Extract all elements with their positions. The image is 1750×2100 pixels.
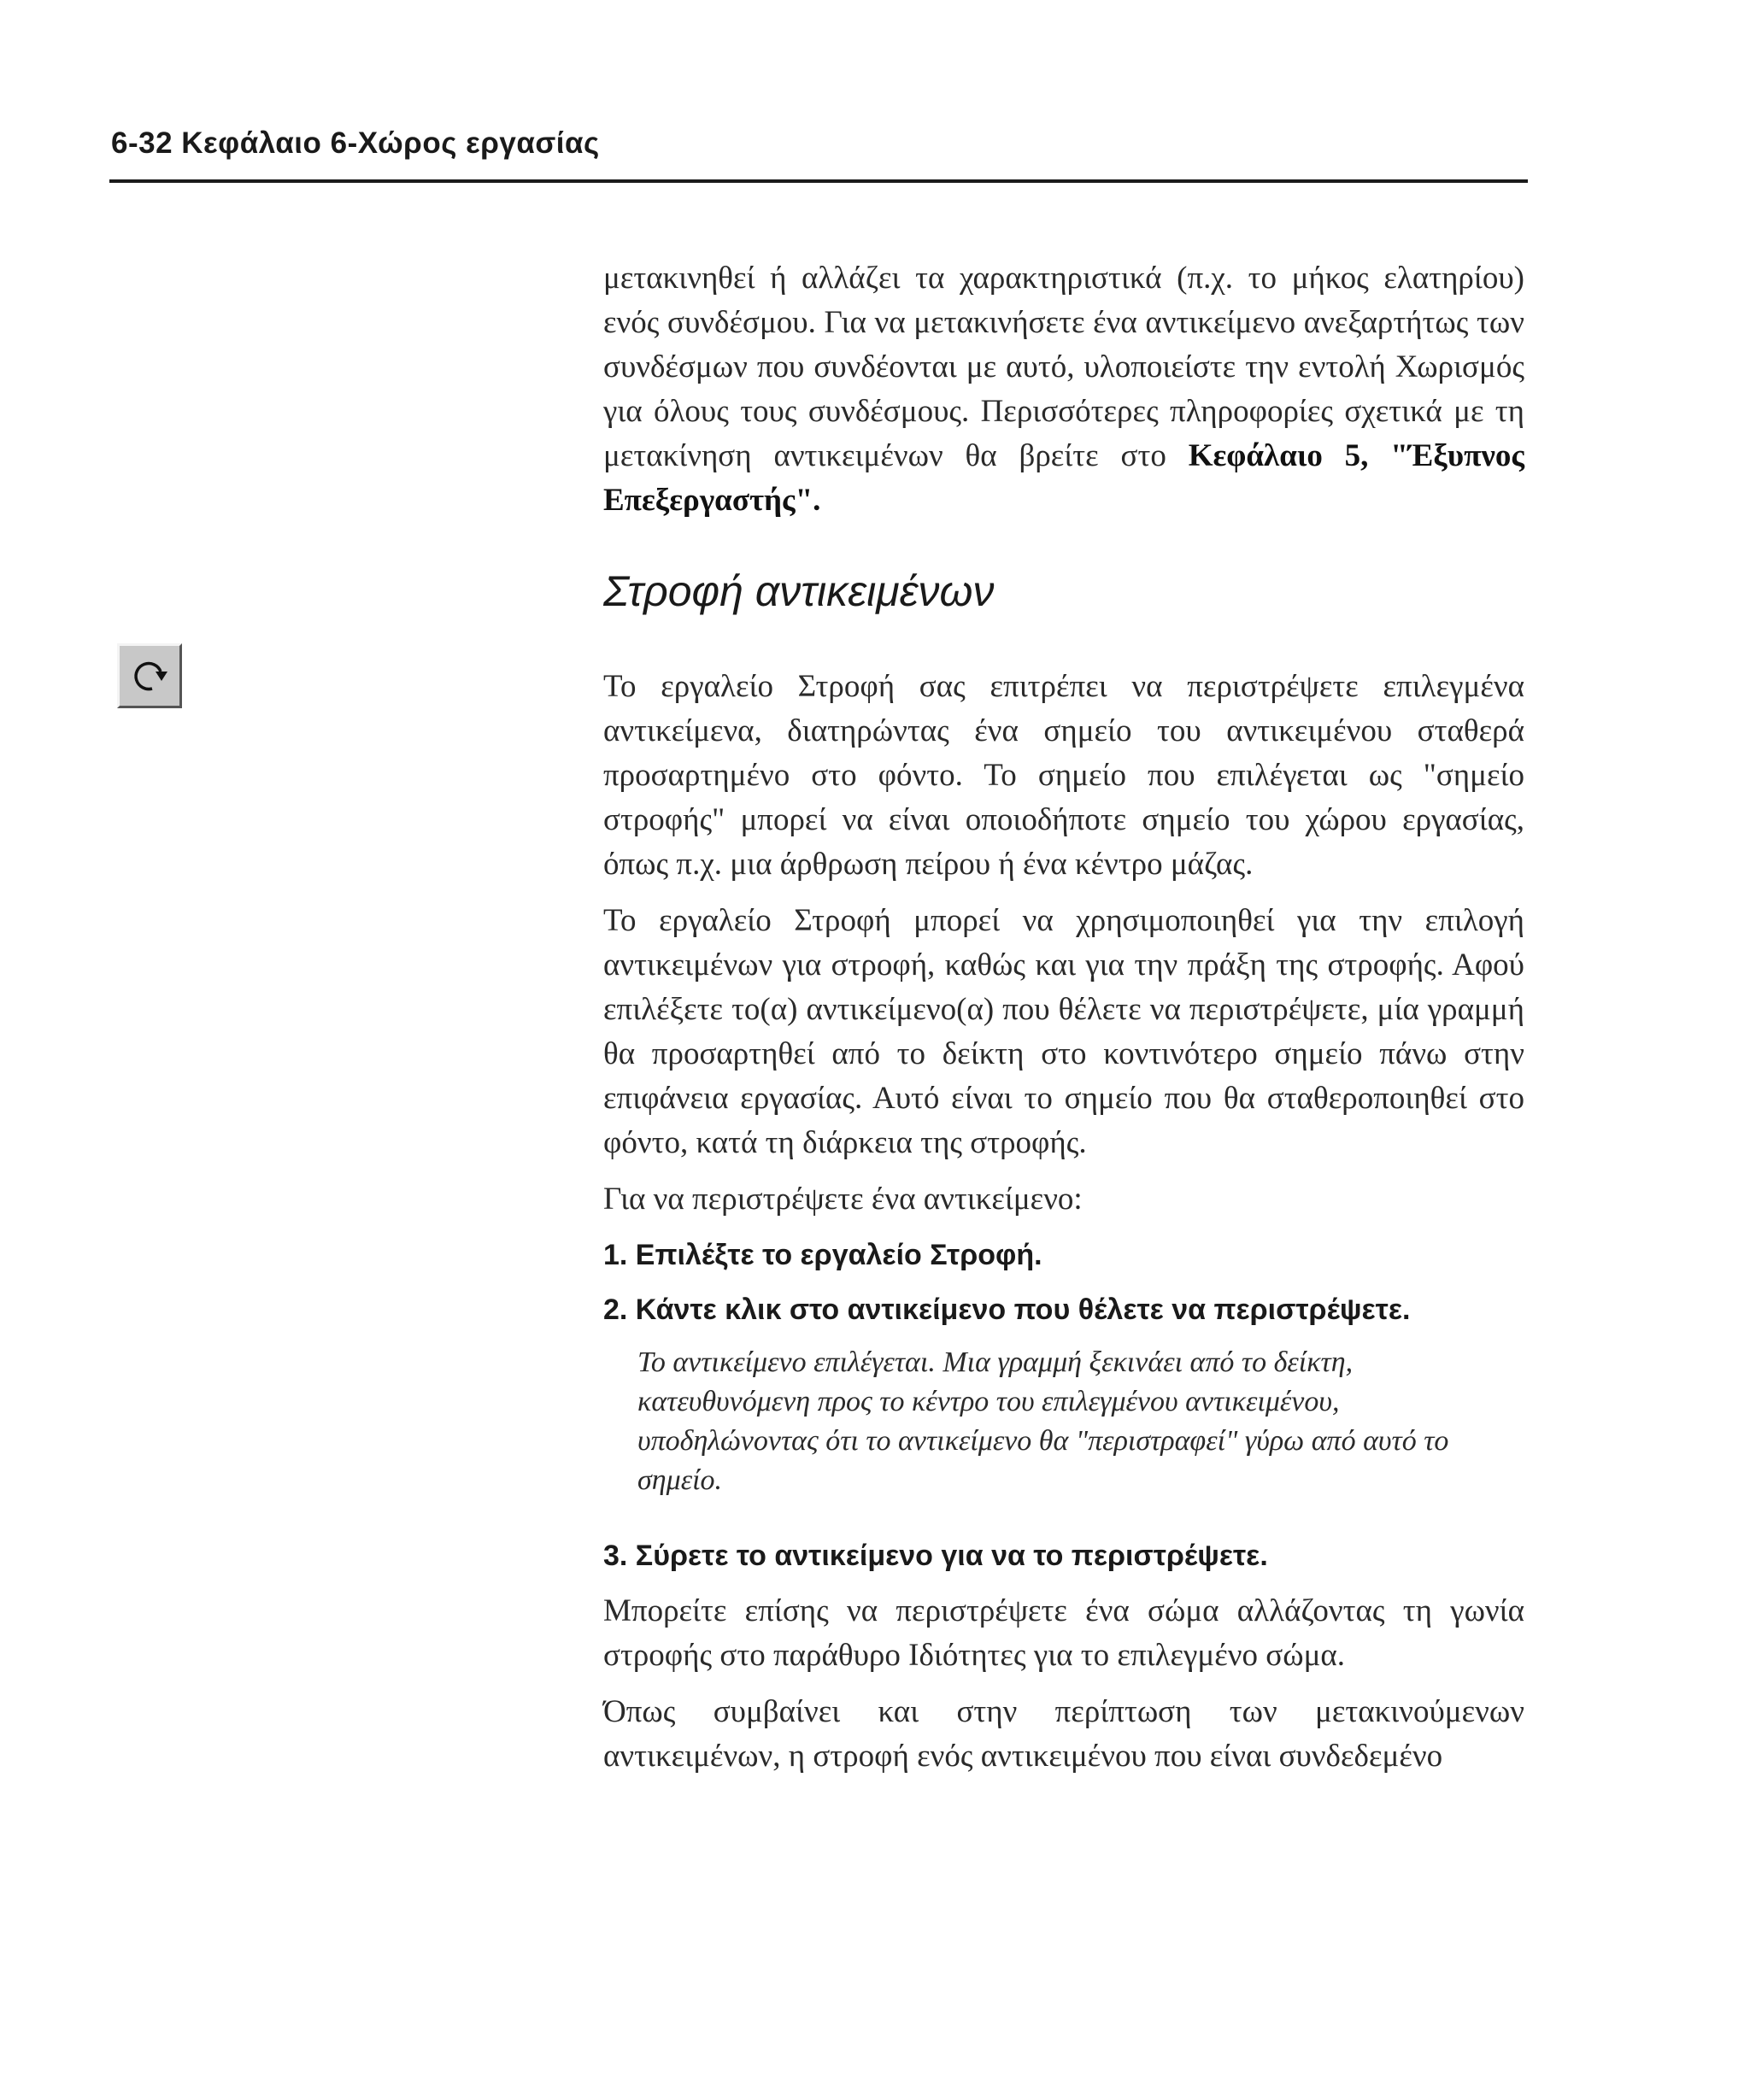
- rotate-tool-icon: [117, 643, 182, 708]
- page-running-header: 6-32 Κεφάλαιο 6-Χώρος εργασίας: [111, 126, 600, 160]
- intro-text: μετακινηθεί ή αλλάζει τα χαρακτηριστικά (π.χ. το μήκος ελατηρίου) ενός συνδέσμου. Για να μετακινήσετε ένα αντικείμενο ανεξαρτήτως των συνδέσμων που συνδέονται με αυτό, υλοποιείστε την εντολή Χωρισμός για όλους τους συνδέσμους. Περισσότερες πληροφορίες σχετικά με τη μετακίνηση αντικειμένων θα βρείτε στο: [603, 261, 1524, 473]
- step-1: 1. Επιλέξτε το εργαλείο Στροφή.: [603, 1239, 1042, 1271]
- paragraph-1: Το εργαλείο Στροφή σας επιτρέπει να περιστρέψετε επιλεγμένα αντικείμενα, διατηρώντας ένα σημείο του αντικειμένου σταθερά προσαρτημένο στο φόντο. Το σημείο που επιλέγεται ως "σημείο στροφής" μπορεί να είναι οποιοδήποτε σημείο του χώρου εργασίας, όπως π.χ. μια άρθρωση πείρου ή ένα κέντρο μάζας.: [603, 669, 1524, 882]
- step-2-note: Το αντικείμενο επιλέγεται. Μια γραμμή ξεκινάει από το δείκτη, κατευθυνόμενη προς το κέντρο του επιλεγμένου αντικειμένου, υποδηλώνοντας ότι το αντικείμενο θα "περιστραφεί" γύρω από αυτό το σημείο.: [637, 1346, 1449, 1496]
- paragraph-3: Για να περιστρέψετε ένα αντικείμενο:: [603, 1182, 1083, 1217]
- header-rule: [109, 179, 1528, 183]
- main-content: [603, 256, 1524, 1791]
- section-heading: Στροφή αντικειμένων: [603, 567, 995, 615]
- paragraph-4: Μπορείτε επίσης να περιστρέψετε ένα σώμα αλλάζοντας τη γωνία στροφής στο παράθυρο Ιδιότητες για το επιλεγμένο σώμα.: [603, 1593, 1524, 1673]
- step-2: 2. Κάντε κλικ στο αντικείμενο που θέλετε να περιστρέψετε.: [603, 1293, 1411, 1326]
- intro-paragraph: [603, 256, 1524, 523]
- paragraph-2: Το εργαλείο Στροφή μπορεί να χρησιμοποιηθεί για την επιλογή αντικειμένων για στροφή, καθώς και για την πράξη της στροφής. Αφού επιλέξετε το(α) αντικείμενο(α) που θέλετε να περιστρέψετε, μία γραμμή θα προσαρτηθεί από το δείκτη στο κοντινότερο σημείο πάνω στην επιφάνεια εργασίας. Αυτό είναι το σημείο που θα σταθεροποιηθεί στο φόντο, κατά τη διάρκεια της στροφής.: [603, 903, 1524, 1160]
- paragraph-5: Όπως συμβαίνει και στην περίπτωση των μετακινούμενων αντικειμένων, η στροφή ενός αντικειμένου που είναι συνδεδεμένο: [603, 1694, 1524, 1774]
- step-3: 3. Σύρετε το αντικείμενο για να το περιστρέψετε.: [603, 1540, 1268, 1572]
- chapter-reference: Κεφάλαιο 5, "Έξυπνος Επεξεργαστής".: [603, 438, 1524, 518]
- rotate-arrow-icon: [126, 653, 173, 699]
